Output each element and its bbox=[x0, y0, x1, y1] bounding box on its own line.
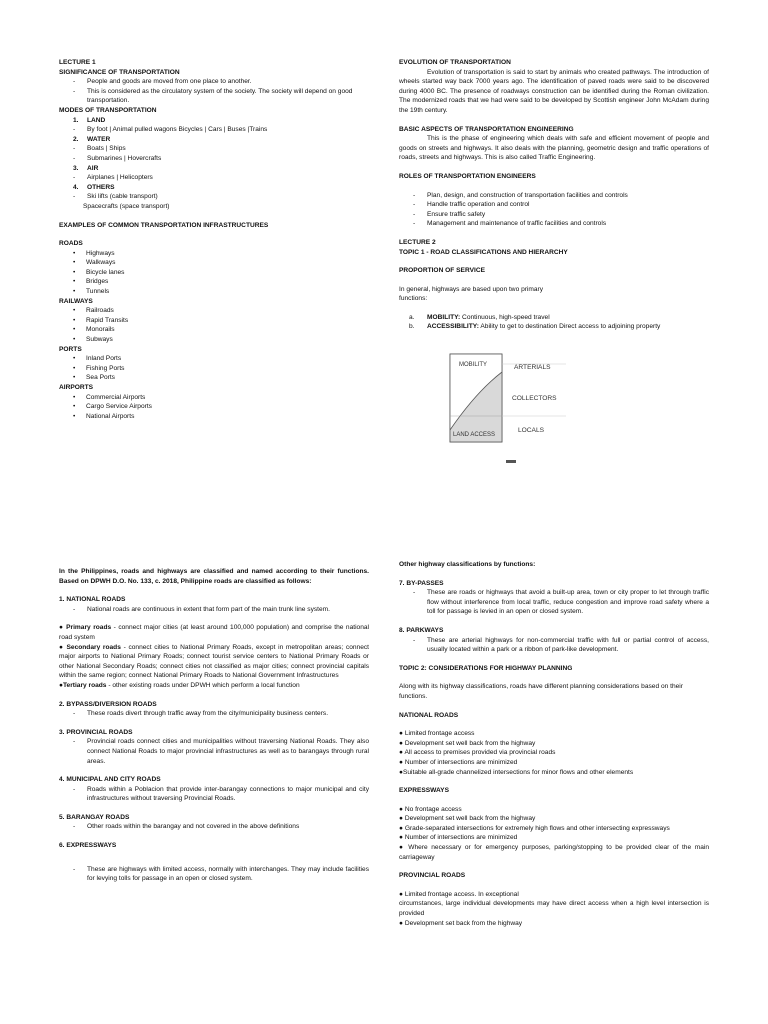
list-item: ● Development set back from the highway bbox=[399, 919, 523, 927]
national-roads-planning-list bbox=[399, 729, 709, 777]
roles-list bbox=[399, 191, 709, 229]
list-item: • Fishing Ports bbox=[73, 364, 379, 374]
list-item: • National Airports bbox=[73, 412, 379, 422]
barangay-heading: 5. BARANGAY ROADS bbox=[59, 813, 130, 821]
list-item: • Walkways bbox=[73, 258, 379, 268]
list-item: - Management and maintenance of traffic facilities and controls bbox=[413, 219, 709, 229]
list-item: • Bicycle lanes bbox=[73, 268, 379, 278]
list-item: ● Limited frontage access. In exceptional bbox=[399, 890, 519, 898]
air-items bbox=[59, 173, 379, 183]
list-item: • Highways bbox=[73, 249, 379, 259]
locals-label: LOCALS bbox=[518, 427, 545, 434]
modes-list bbox=[59, 116, 379, 126]
list-item: - Airplanes | Helicopters bbox=[73, 173, 379, 183]
land-items bbox=[59, 125, 379, 135]
page1-right-column bbox=[399, 58, 709, 332]
list-item: a. MOBILITY: Continuous, high-speed travel bbox=[409, 313, 550, 321]
provincial-list bbox=[59, 737, 369, 766]
list-item: • Monorails bbox=[73, 325, 379, 335]
lecture-2-heading: LECTURE 2 bbox=[399, 238, 436, 246]
list-item: • Commercial Airports bbox=[73, 393, 379, 403]
topic-2-paragraph: Along with its highway classifications, roads have different planning considerations based on their functions. bbox=[399, 683, 683, 700]
other-classifications-heading: Other highway classifications by functions: bbox=[399, 561, 536, 568]
page1-left-column bbox=[59, 58, 379, 421]
list-item: • Cargo Service Airports bbox=[73, 402, 379, 412]
roads-heading: ROADS bbox=[59, 240, 83, 248]
basic-aspects-heading: BASIC ASPECTS OF TRANSPORTATION ENGINEERING bbox=[399, 125, 574, 133]
topic-1-heading: TOPIC 1 - ROAD CLASSIFICATIONS AND HIERARCHY bbox=[399, 248, 568, 256]
list-item: ● Development set well back from the highway bbox=[399, 815, 536, 823]
parkways-list bbox=[399, 636, 709, 655]
significance-heading: SIGNIFICANCE OF TRANSPORTATION bbox=[59, 68, 180, 76]
list-item: ● Grade-separated intersections for extremely high flows and other intersecting expressways bbox=[399, 824, 670, 832]
lecture-1-heading: LECTURE 1 bbox=[59, 59, 96, 66]
list-item: • Railroads bbox=[73, 306, 379, 316]
list-item: circumstances, large individual developments may have direct access when a high level intersection is provided bbox=[399, 900, 709, 918]
list-item: ● Limited frontage access bbox=[399, 730, 475, 738]
railways-list bbox=[59, 306, 379, 344]
national-roads-heading: 1. NATIONAL ROADS bbox=[59, 596, 126, 604]
ports-heading: PORTS bbox=[59, 345, 82, 353]
airports-list bbox=[59, 393, 379, 422]
list-item: - National roads are continuous in extent that form part of the main trunk line system. bbox=[73, 605, 369, 615]
barangay-list bbox=[59, 822, 369, 832]
mode-land: 1. LAND bbox=[73, 116, 106, 124]
mode-air: 3. AIR bbox=[73, 164, 99, 172]
proportion-paragraph: In general, highways are based upon two primary functions: bbox=[399, 285, 544, 303]
airports-heading: AIRPORTS bbox=[59, 384, 94, 391]
modes-heading: MODES OF TRANSPORTATION bbox=[59, 106, 157, 114]
list-item: - Ski lifts (cable transport) bbox=[73, 192, 379, 202]
topic-2-heading: TOPIC 2: CONSIDERATIONS FOR HIGHWAY PLANNING bbox=[399, 664, 573, 672]
others-items bbox=[59, 192, 379, 202]
expressways-heading: 6. EXPRESSWAYS bbox=[59, 842, 117, 850]
parkways-heading: 8. PARKWAYS bbox=[399, 626, 444, 634]
mobility-access-svg bbox=[446, 352, 570, 456]
list-item: ● Number of intersections are minimized bbox=[399, 758, 518, 766]
significance-list bbox=[59, 77, 379, 106]
basic-aspects-paragraph: This is the phase of engineering which deals with safe and efficient movement of people and goods on streets and highways. It also deals with the planning, geometric design and traffic operations of roads, streets and highways. This is also called Traffic Engineering. bbox=[399, 135, 709, 162]
expressways-planning-heading: EXPRESSWAYS bbox=[399, 787, 449, 795]
page2-left-column bbox=[59, 567, 369, 884]
expressways-planning-list bbox=[399, 805, 709, 863]
list-item: • Rapid Transits bbox=[73, 316, 379, 326]
roads-list bbox=[59, 249, 379, 297]
collectors-label: COLLECTORS bbox=[512, 395, 557, 402]
bypass-list bbox=[59, 709, 369, 719]
list-item: ● Number of intersections are minimized bbox=[399, 834, 518, 842]
list-item: • Tunnels bbox=[73, 287, 379, 297]
list-item: - Other roads within the barangay and not covered in the above definitions bbox=[73, 822, 369, 832]
list-item: - By foot | Animal pulled wagons Bicycles | Cars | Buses |Trains bbox=[73, 125, 379, 135]
proportion-heading: PROPORTION OF SERVICE bbox=[399, 267, 485, 275]
list-item: - Handle traffic operation and control bbox=[413, 200, 709, 210]
page-marker bbox=[506, 460, 516, 463]
philippines-intro: In the Philippines, roads and highways are classified and named according to their functions. Based on DPWH D.O. No. 133, c. 2018, Philippine roads are classified as follows: bbox=[59, 568, 369, 585]
list-item: ● No frontage access bbox=[399, 805, 462, 813]
provincial-planning-list bbox=[399, 890, 709, 928]
list-item: • Subways bbox=[73, 335, 379, 345]
list-item: • Bridges bbox=[73, 277, 379, 287]
tertiary-roads-text: ●Tertiary roads - other existing roads under DPWH which perform a local function bbox=[59, 681, 300, 689]
roles-heading: ROLES OF TRANSPORTATION ENGINEERS bbox=[399, 172, 536, 180]
list-item: - People and goods are moved from one place to another. bbox=[73, 77, 379, 87]
list-item: - These are arterial highways for non-commercial traffic with full or partial control of access, usually located within a park or a ribbon of park-like development. bbox=[413, 636, 709, 655]
national-roads-list bbox=[59, 605, 369, 615]
list-item: • Sea Ports bbox=[73, 373, 379, 383]
secondary-roads-text: ● Secondary roads - connect cities to National Primary Roads, except in metropolitan areas; connect major airports to National Primary Roads; connect tourist service centers to National Primary Roads or other National Secondary Roads; connect cities not classified as major cities; connect provincial capitals within the same region; connect National Primary Roads to National Government Infrastructures bbox=[59, 643, 369, 680]
railways-heading: RAILWAYS bbox=[59, 297, 93, 305]
list-item: - Provincial roads connect cities and municipalities without traversing National Roads. They also connect National Roads to major provincial infrastructures as well as to barangays through rural areas. bbox=[73, 737, 369, 766]
list-item: ●Suitable all-grade channelized intersections for minor flows and other elements bbox=[399, 768, 634, 776]
examples-heading: EXAMPLES OF COMMON TRANSPORTATION INFRASTRUCTURES bbox=[59, 221, 269, 229]
list-item: - Plan, design, and construction of transportation facilities and controls bbox=[413, 191, 709, 201]
primary-roads-text: ● Primary roads - connect major cities (at least around 100,000 population) and comprise the national road system bbox=[59, 624, 369, 641]
mode-water: 2. WATER bbox=[73, 135, 111, 143]
water-items bbox=[59, 144, 379, 163]
expressways-list bbox=[59, 865, 369, 884]
list-item: - Roads within a Poblacion that provide inter-barangay connections to major municipal and city infrastructures without traversing Provincial Roads. bbox=[73, 785, 369, 804]
functions-list bbox=[399, 313, 709, 332]
list-item: ● Where necessary or for emergency purposes, parking/stopping to be provided clear of the main carriageway bbox=[399, 844, 709, 861]
ports-list bbox=[59, 354, 379, 383]
list-item: - These roads divert through traffic away from the city/municipality business centers. bbox=[73, 709, 369, 719]
provincial-planning-heading: PROVINCIAL ROADS bbox=[399, 872, 466, 880]
land-access-label: LAND ACCESS bbox=[453, 432, 496, 438]
bypass-heading: 2. BYPASS/DIVERSION ROADS bbox=[59, 700, 157, 708]
mobility-label: MOBILITY bbox=[459, 362, 488, 368]
municipal-heading: 4. MUNICIPAL AND CITY ROADS bbox=[59, 776, 161, 784]
list-item: - Submarines | Hovercrafts bbox=[73, 154, 379, 164]
list-item: Spacecrafts (space transport) bbox=[83, 202, 170, 210]
evolution-paragraph: Evolution of transportation is said to start by animals who created pathways. The introduction of wheels started way back 7000 years ago. The identification of paved roads were said to be discovered during 4000 BC. The presence of roadways construction can be identified during the Roman civilization. The modernized roads that we had were said to be developed by Scottish engineer John McAdam during the 19th century. bbox=[399, 68, 709, 114]
arterials-label: ARTERIALS bbox=[514, 364, 551, 371]
list-item: - These are roads or highways that avoid a built-up area, town or city proper to let through traffic flow without interference from local traffic, reduce congestion and improve road safety where a toll for passage is levied in an open or closed system. bbox=[413, 588, 709, 617]
page2-right-column bbox=[399, 560, 709, 928]
list-item: ● Development set well back from the highway bbox=[399, 739, 536, 747]
list-item: - Ensure traffic safety bbox=[413, 210, 709, 220]
mobility-access-diagram bbox=[446, 352, 570, 456]
list-item: ● All access to premises provided via provincial roads bbox=[399, 749, 556, 757]
list-item: - These are highways with limited access, normally with interchanges. They may include facilities for levying tolls for passage in an open or closed system. bbox=[73, 865, 369, 884]
list-item: - This is considered as the circulatory system of the society. The society will depend on good transportation. bbox=[73, 87, 379, 106]
list-item: b. ACCESSIBILITY: Ability to get to destination Direct access to adjoining property bbox=[409, 323, 661, 331]
list-item: - Boats | Ships bbox=[73, 144, 379, 154]
evolution-heading: EVOLUTION OF TRANSPORTATION bbox=[399, 59, 511, 66]
provincial-heading: 3. PROVINCIAL ROADS bbox=[59, 728, 133, 736]
municipal-list bbox=[59, 785, 369, 804]
bypasses-list bbox=[399, 588, 709, 617]
mode-others: 4. OTHERS bbox=[73, 183, 115, 191]
national-roads-planning-heading: NATIONAL ROADS bbox=[399, 711, 459, 719]
list-item: • Inland Ports bbox=[73, 354, 379, 364]
bypasses-heading: 7. BY-PASSES bbox=[399, 579, 444, 587]
